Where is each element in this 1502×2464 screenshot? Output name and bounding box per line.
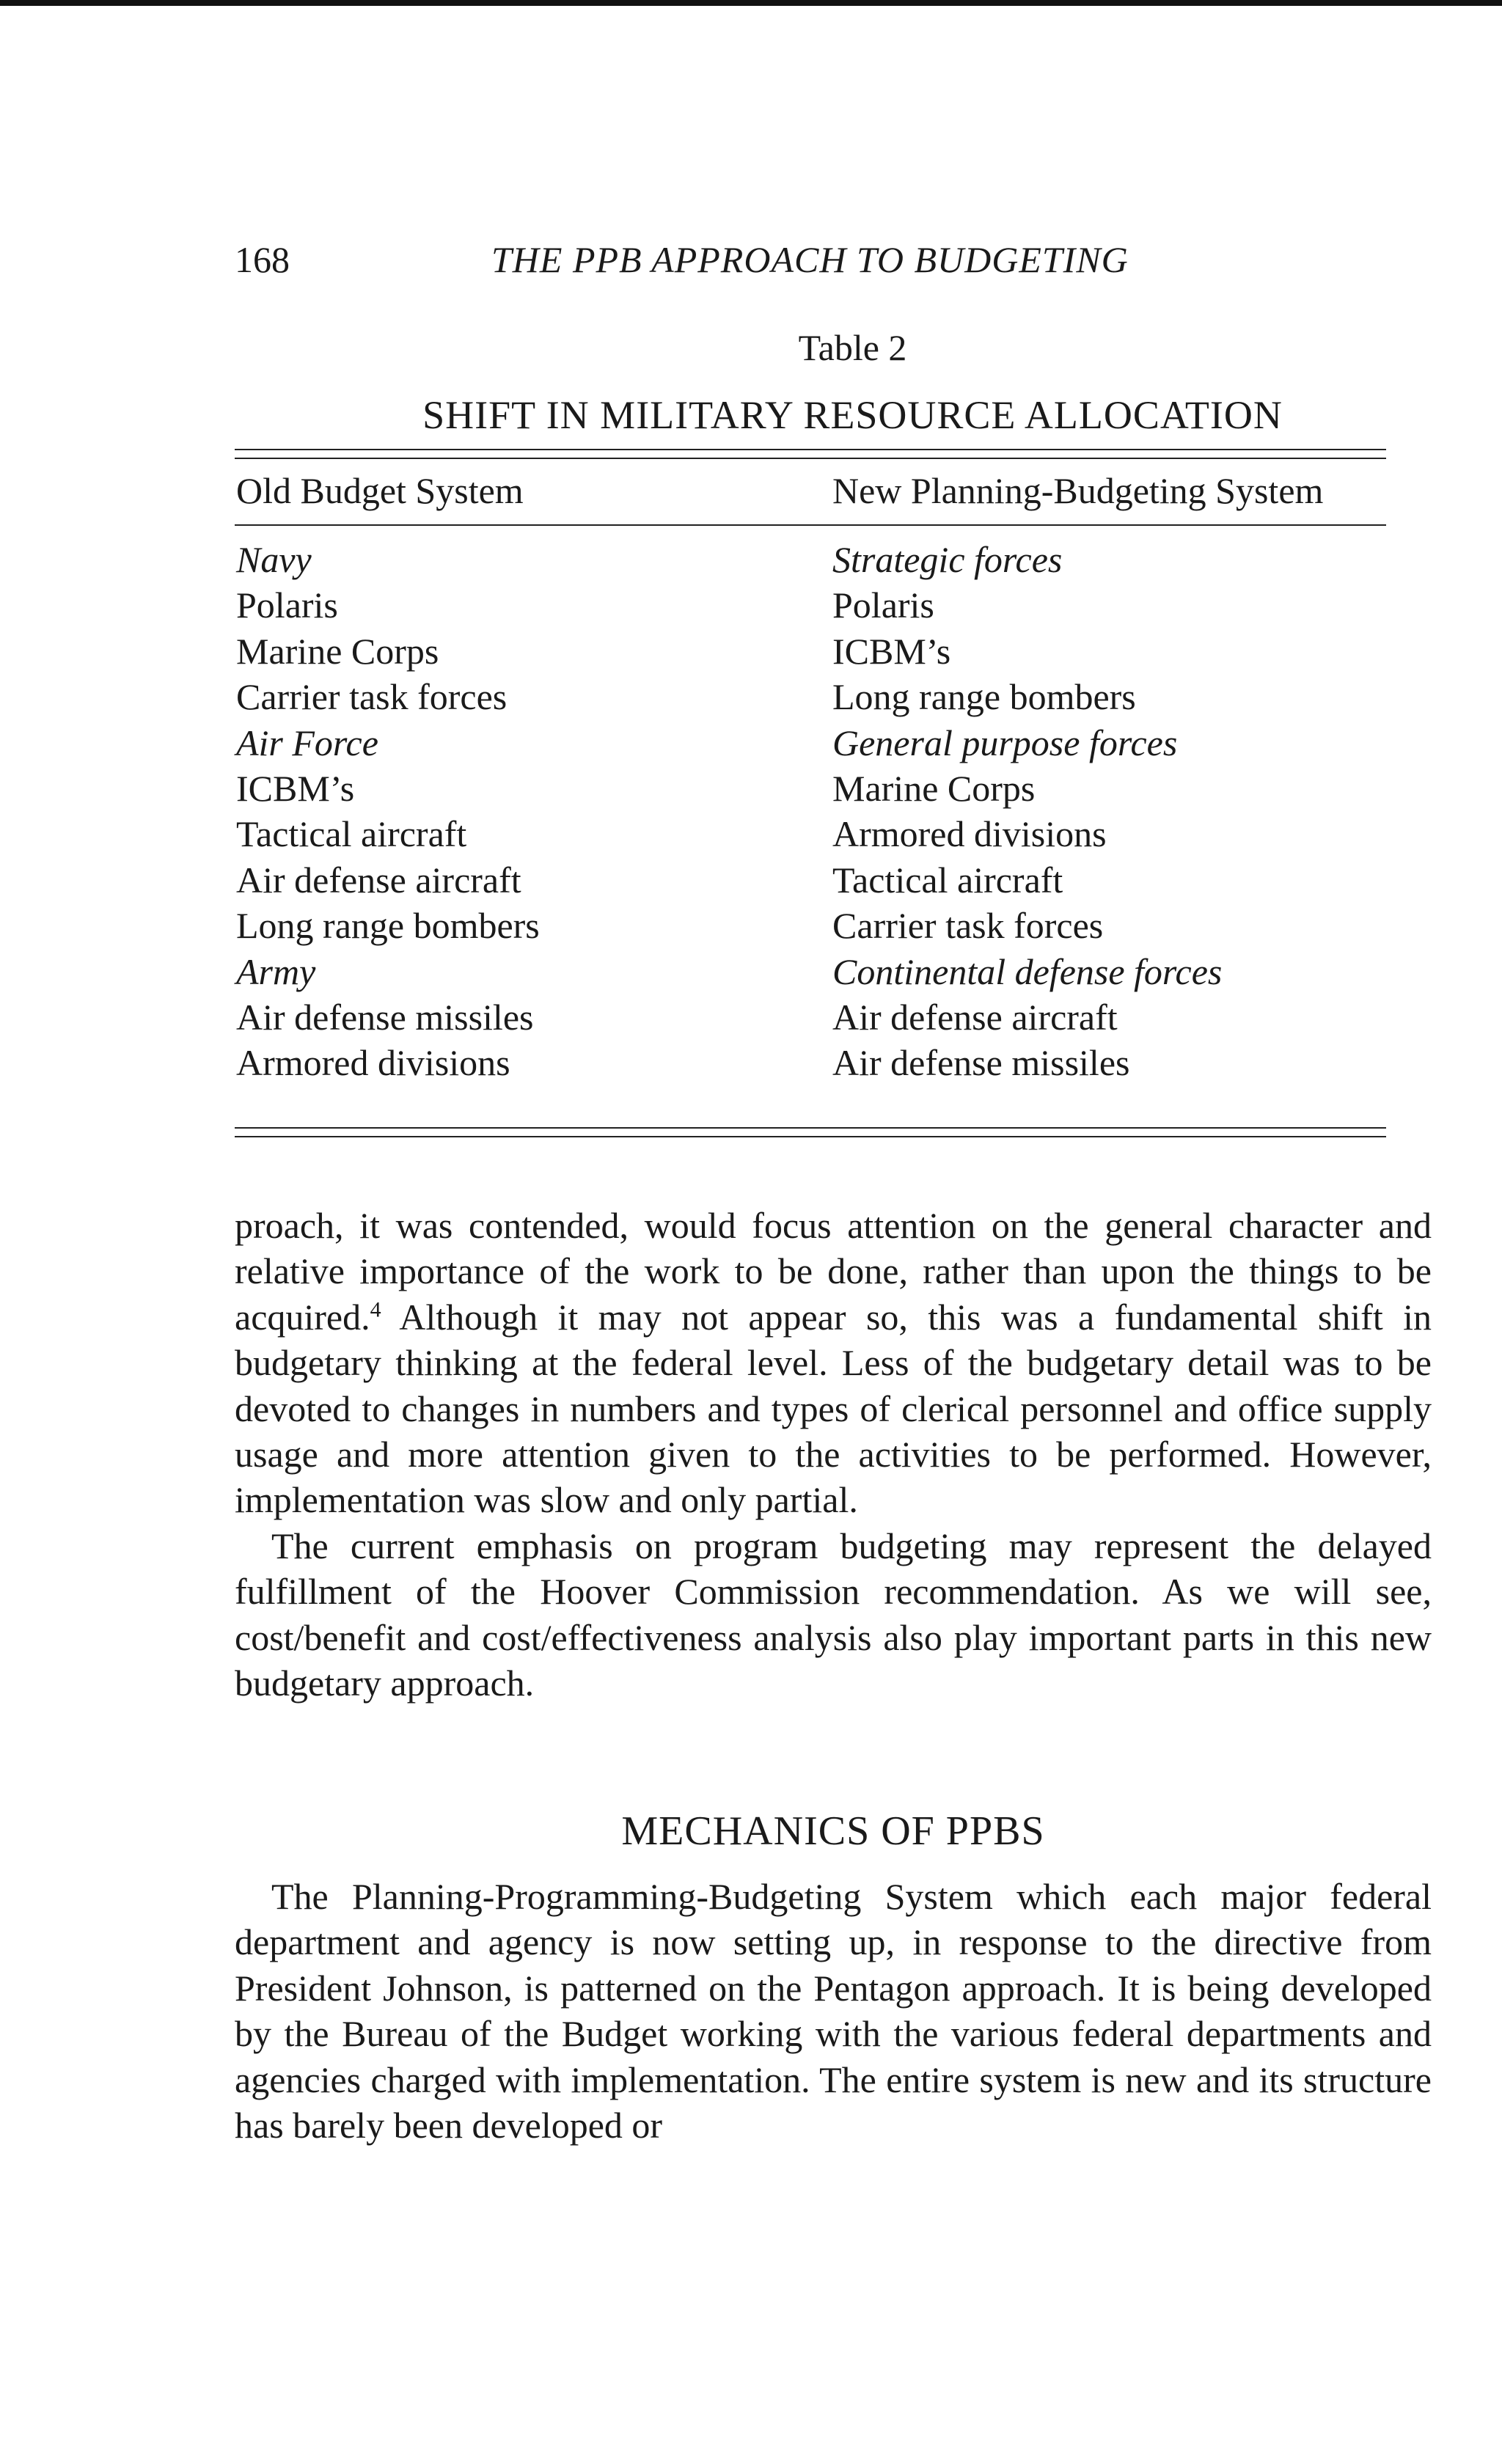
column-header-old: Old Budget System (236, 470, 524, 511)
right-item-8: Carrier task forces (832, 905, 1104, 947)
new-budget-column (832, 537, 1222, 1086)
table-bottom-rule-inner (235, 1136, 1386, 1137)
table-bottom-rule (235, 1127, 1386, 1129)
right-item-7: Tactical aircraft (832, 859, 1063, 901)
old-budget-column (236, 537, 540, 1086)
paragraph-1-text-cont: Although it may not appear so, this was a fundamental shift in budgetary thinking at the federal level. Less of the budgetary detail was to be devoted to changes in numbers and types of clerical personnel and office supply usage and more attention given to the activities to be performed. However, implementation was slow and only partial. (235, 1296, 1432, 1521)
section-heading: MECHANICS OF PPBS (621, 1808, 1045, 1854)
right-item-1: Polaris (832, 584, 934, 626)
running-head (235, 238, 1393, 282)
left-category-0: Navy (236, 539, 312, 580)
left-item-5: ICBM’s (236, 767, 355, 809)
left-item-1: Polaris (236, 584, 338, 626)
table-title: SHIFT IN MILITARY RESOURCE ALLOCATION (422, 393, 1283, 437)
table-top-rule-inner (235, 458, 1386, 459)
left-item-6: Tactical aircraft (236, 813, 467, 855)
body-text-top (235, 1203, 1432, 1706)
left-item-7: Air defense aircraft (236, 859, 521, 901)
left-category-4: Air Force (236, 722, 378, 763)
right-item-2: ICBM’s (832, 630, 951, 672)
right-item-6: Armored divisions (832, 813, 1107, 855)
footnote-ref: 4 (370, 1297, 381, 1322)
column-header-new: New Planning-Budgeting System (832, 470, 1324, 511)
left-item-11: Armored divisions (236, 1042, 510, 1084)
left-item-10: Air defense missiles (236, 996, 534, 1038)
left-item-8: Long range bombers (236, 905, 540, 947)
page-number: 168 (235, 239, 290, 280)
paragraph-2: The current emphasis on program budgeting may represent the delayed fulfillment of the Hoover Commission recommendation. As we will see, cost/benefit and cost/effectiveness analysis also play important parts in this new budgetary approach. (235, 1525, 1432, 1704)
right-item-11: Air defense missiles (832, 1042, 1130, 1084)
right-item-3: Long range bombers (832, 676, 1136, 718)
left-category-9: Army (236, 950, 316, 992)
paragraph-1 (235, 1203, 1432, 1523)
table-number: Table 2 (798, 327, 907, 368)
left-item-2: Marine Corps (236, 630, 439, 672)
left-item-3: Carrier task forces (236, 676, 508, 718)
right-item-10: Air defense aircraft (832, 996, 1118, 1038)
running-title: THE PPB APPROACH TO BUDGETING (491, 239, 1129, 280)
paragraph-3: The Planning-Programming-Budgeting System which each major federal department and agency is now setting up, in response to the directive from President Johnson, is patterned on the Pentagon approach. It is being developed by the Bureau of the Budget working with the various federal departments and agencies charged with implementation. The entire system is new and its structure has barely been developed or (235, 1876, 1432, 2146)
header-rule (235, 524, 1386, 526)
table-top-rule (235, 449, 1386, 450)
right-item-5: Marine Corps (832, 767, 1036, 809)
right-category-4: General purpose forces (832, 722, 1178, 763)
body-text-bottom (235, 1874, 1432, 2148)
right-category-9: Continental defense forces (832, 950, 1223, 992)
top-border (0, 0, 1502, 6)
right-category-0: Strategic forces (832, 539, 1063, 580)
paragraph-1-text: proach, it was contended, would focus attention on the general character and relative importance of the work to be done, rather than upon the things to be acquired. (235, 1205, 1432, 1338)
